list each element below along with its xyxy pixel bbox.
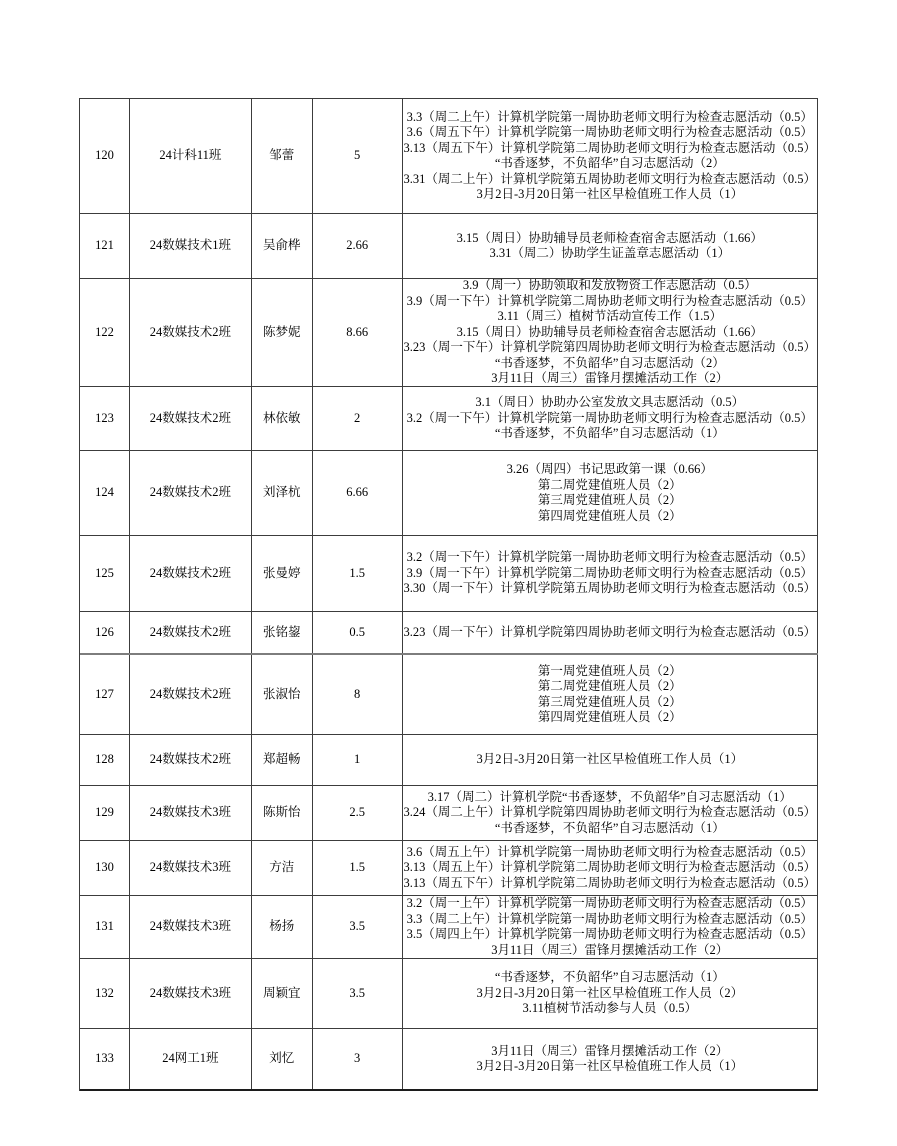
activity-line: 3.2（周一上午）计算机学院第一周协助老师文明行为检查志愿活动（0.5） [406,896,813,910]
activity-line: “书香逐梦，不负韶华”自习志愿活动（2） [494,156,725,170]
student-name-cell: 郑超畅 [252,735,313,785]
activity-line: 3.17（周二）计算机学院“书香逐梦，不负韶华”自习志愿活动（1） [427,789,792,804]
activity-line: 3月11日（周三）雷锋月摆摊活动工作（2） [491,371,729,386]
table-row [80,655,818,735]
row-number-cell: 121 [80,214,130,278]
activities-cell [403,214,818,278]
score-cell: 0.5 [313,612,403,653]
activities-cell [403,841,818,895]
activity-line: “书香逐梦，不负韶华”自习志愿活动（2） [494,355,725,370]
activity-line: 第二周党建值班人员（2） [537,477,682,492]
student-name-cell: 周颖宜 [252,959,313,1028]
student-name-cell: 陈斯怡 [252,786,313,840]
activity-line: 3月2日-3月20日第一社区早检值班工作人员（1） [476,1059,744,1073]
row-number-cell: 125 [80,536,130,611]
activity-line: 3.11植树节活动参与人员（0.5） [522,1001,698,1016]
score-cell: 3 [313,1029,403,1089]
student-name-cell: 林依敏 [252,387,313,450]
student-name-cell: 张淑怡 [252,655,313,734]
score-cell: 3.5 [313,896,403,958]
score-cell: 5 [313,99,403,213]
row-number-cell: 122 [80,279,130,386]
score-cell: 2.66 [313,214,403,278]
activity-line: 3.13（周五上午）计算机学院第二周协助老师文明行为检查志愿活动（0.5） [403,860,817,875]
table-row [80,451,818,536]
activities-cell [403,451,818,535]
activity-line: 3.13（周五下午）计算机学院第二周协助老师文明行为检查志愿活动（0.5） [403,140,817,155]
activity-line: 3.15（周日）协助辅导员老师检查宿舍志愿活动（1.66） [456,324,763,339]
activity-line: 第三周党建值班人员（2） [537,694,682,709]
activities-cell [403,735,818,785]
activity-line: 3.11（周三）植树节活动宣传工作（1.5） [497,309,723,324]
student-name-cell: 杨扬 [252,896,313,958]
activity-line: 第四周党建值班人员（2） [537,508,682,523]
student-name-cell: 方洁 [252,841,313,895]
row-number-cell: 133 [80,1029,130,1089]
activities-cell [403,896,818,958]
student-name-cell: 吴俞桦 [252,214,313,278]
row-number-cell: 126 [80,612,130,653]
student-name-cell: 刘泽杭 [252,451,313,535]
table-row [80,612,818,655]
class-cell: 24网工1班 [130,1029,252,1089]
activity-line: 3.30（周一下午）计算机学院第五周协助老师文明行为检查志愿活动（0.5） [403,581,817,596]
activities-cell [403,387,818,450]
activity-line: 3.31（周二）协助学生证盖章志愿活动（1） [489,246,731,260]
activity-line: 3月2日-3月20日第一社区早检值班工作人员（1） [476,187,744,201]
score-cell: 8.66 [313,279,403,386]
row-number-cell: 127 [80,655,130,734]
activity-line: 3.9（周一下午）计算机学院第二周协助老师文明行为检查志愿活动（0.5） [406,565,813,580]
class-cell: 24数媒技术1班 [130,214,252,278]
row-number-cell: 128 [80,735,130,785]
activity-line: 3.13（周五下午）计算机学院第二周协助老师文明行为检查志愿活动（0.5） [403,875,817,890]
activity-line: 3.23（周一下午）计算机学院第四周协助老师文明行为检查志愿活动（0.5） [403,340,817,355]
row-number-cell: 132 [80,959,130,1028]
score-cell: 1.5 [313,841,403,895]
activity-line: 3.5（周四上午）计算机学院第一周协助老师文明行为检查志愿活动（0.5） [406,927,813,941]
activities-cell [403,786,818,840]
class-cell: 24数媒技术3班 [130,896,252,958]
activity-line: 3月11日（周三）雷锋月摆摊活动工作（2） [491,942,729,957]
activities-cell [403,1029,818,1089]
activity-line: “书香逐梦，不负韶华”自习志愿活动（1） [494,820,725,835]
activity-line: 3.2（周一下午）计算机学院第一周协助老师文明行为检查志愿活动（0.5） [406,550,813,565]
table-row [80,214,818,279]
activity-line: 3.2（周一下午）计算机学院第一周协助老师文明行为检查志愿活动（0.5） [406,410,813,425]
activity-line: 3.6（周五下午）计算机学院第一周协助老师文明行为检查志愿活动（0.5） [406,125,813,139]
class-cell: 24数媒技术3班 [130,786,252,840]
table-row [80,959,818,1029]
class-cell: 24数媒技术2班 [130,655,252,734]
activity-line: 3.3（周二上午）计算机学院第一周协助老师文明行为检查志愿活动（0.5） [406,911,813,926]
table-row [80,99,818,214]
volunteer-activity-table [79,98,818,1091]
class-cell: 24数媒技术3班 [130,841,252,895]
activity-line: 3.24（周二上午）计算机学院第四周协助老师文明行为检查志愿活动（0.5） [403,805,817,820]
table-row [80,279,818,387]
activity-line: 3.6（周五上午）计算机学院第一周协助老师文明行为检查志愿活动（0.5） [406,844,813,859]
score-cell: 1.5 [313,536,403,611]
activity-line: 3.9（周一）协助领取和发放物资工作志愿活动（0.5） [462,279,757,293]
activities-cell [403,612,818,653]
activity-line: 3月11日（周三）雷锋月摆摊活动工作（2） [491,1043,729,1058]
score-cell: 3.5 [313,959,403,1028]
activity-line: “书香逐梦，不负韶华”自习志愿活动（1） [494,970,725,985]
student-name-cell: 张曼婷 [252,536,313,611]
activity-line: 3.31（周二上午）计算机学院第五周协助老师文明行为检查志愿活动（0.5） [403,171,817,186]
class-cell: 24数媒技术2班 [130,612,252,653]
class-cell: 24数媒技术2班 [130,451,252,535]
activity-line: 3.3（周二上午）计算机学院第一周协助老师文明行为检查志愿活动（0.5） [406,109,813,124]
student-name-cell: 陈梦妮 [252,279,313,386]
student-name-cell: 刘忆 [252,1029,313,1089]
activity-line: 第一周党建值班人员（2） [537,663,682,678]
class-cell: 24数媒技术2班 [130,387,252,450]
activity-line: 3.9（周一下午）计算机学院第二周协助老师文明行为检查志愿活动（0.5） [406,293,813,308]
score-cell: 6.66 [313,451,403,535]
activity-line: 第二周党建值班人员（2） [537,679,682,693]
class-cell: 24计科11班 [130,99,252,213]
score-cell: 2 [313,387,403,450]
row-number-cell: 129 [80,786,130,840]
score-cell: 2.5 [313,786,403,840]
activity-line: 第三周党建值班人员（2） [537,493,682,507]
row-number-cell: 130 [80,841,130,895]
table-row [80,786,818,841]
activities-cell [403,279,818,386]
row-number-cell: 124 [80,451,130,535]
activity-line: 3.15（周日）协助辅导员老师检查宿舍志愿活动（1.66） [456,230,763,245]
activity-line: 3.1（周日）协助办公室发放文具志愿活动（0.5） [475,395,745,410]
table-row [80,841,818,896]
class-cell: 24数媒技术2班 [130,735,252,785]
score-cell: 8 [313,655,403,734]
table-row [80,896,818,959]
class-cell: 24数媒技术2班 [130,536,252,611]
activities-cell [403,99,818,213]
activity-line: 第四周党建值班人员（2） [537,710,682,724]
row-number-cell: 123 [80,387,130,450]
row-number-cell: 131 [80,896,130,958]
activity-line: 3.26（周四）书记思政第一课（0.66） [506,462,713,476]
activity-line: 3.23（周一下午）计算机学院第四周协助老师文明行为检查志愿活动（0.5） [403,624,817,639]
activities-cell [403,536,818,611]
class-cell: 24数媒技术3班 [130,959,252,1028]
score-cell: 1 [313,735,403,785]
student-name-cell: 张铭鋆 [252,612,313,653]
table-row [80,1029,818,1091]
table-row [80,735,818,786]
activities-cell [403,959,818,1028]
table-row [80,387,818,451]
row-number-cell: 120 [80,99,130,213]
activity-line: “书香逐梦，不负韶华”自习志愿活动（1） [494,426,725,441]
activities-cell [403,655,818,734]
class-cell: 24数媒技术2班 [130,279,252,386]
activity-line: 3月2日-3月20日第一社区早检值班工作人员（2） [476,985,744,1000]
table-row [80,536,818,612]
student-name-cell: 邹蕾 [252,99,313,213]
activity-line: 3月2日-3月20日第一社区早检值班工作人员（1） [476,752,744,767]
